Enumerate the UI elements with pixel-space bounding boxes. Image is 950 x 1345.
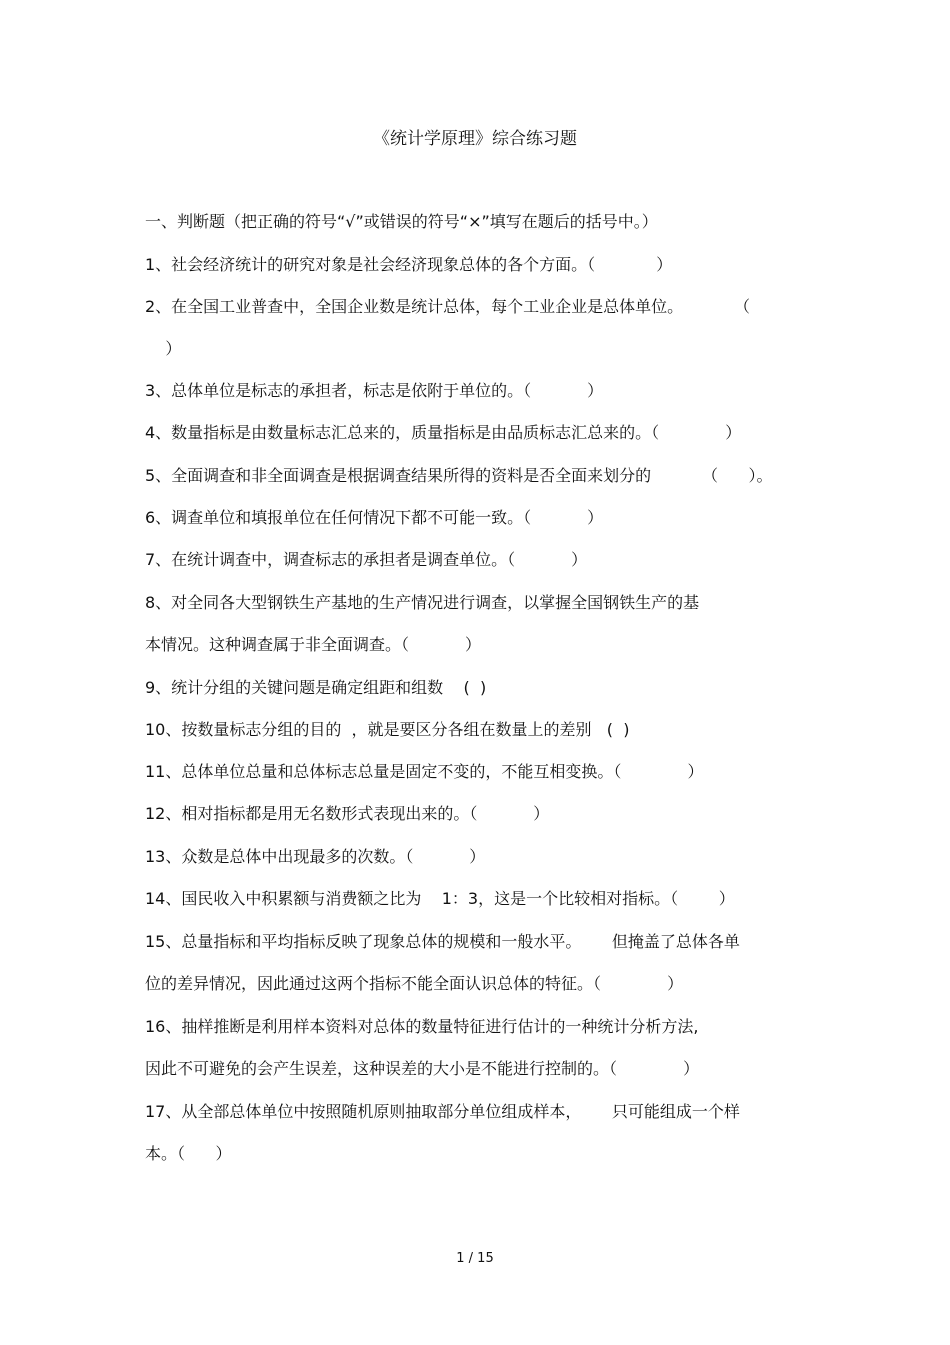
question-line: 本情况。这种调查属于非全面调查。（ ）	[145, 635, 481, 654]
question-line: 8、对全同各大型钢铁生产基地的生产情况进行调查，以掌握全国钢铁生产的基	[145, 593, 700, 612]
question-line: 9、统计分组的关键问题是确定组距和组数 ( )	[145, 678, 487, 697]
question-line: 10、按数量标志分组的目的 ，就是要区分各组在数量上的差别 ( )	[145, 720, 630, 739]
question-line: 位的差异情况，因此通过这两个指标不能全面认识总体的特征。（ ）	[145, 974, 684, 993]
question-line: ）	[145, 339, 182, 358]
question-line: 12、相对指标都是用无名数形式表现出来的。（ ）	[145, 804, 550, 823]
question-line: 因此不可避免的会产生误差，这种误差的大小是不能进行控制的。（ ）	[145, 1059, 700, 1078]
question-line: 16、抽样推断是利用样本资料对总体的数量特征进行估计的一种统计分析方法,	[145, 1017, 699, 1036]
question-line: 2、在全国工业普查中，全国企业数是统计总体，每个工业企业是总体单位。 （	[145, 297, 751, 316]
question-line: 本。（ ）	[145, 1144, 232, 1163]
question-line: 3、总体单位是标志的承担者，标志是依附于单位的。（ ）	[145, 381, 604, 400]
question-line: 13、众数是总体中出现最多的次数。（ ）	[145, 847, 486, 866]
question-line: 7、在统计调查中，调查标志的承担者是调查单位。（ ）	[145, 550, 588, 569]
question-line: 11、总体单位总量和总体标志总量是固定不变的，不能互相变换。（ ）	[145, 762, 704, 781]
question-line: 14、国民收入中积累额与消费额之比为 1：3，这是一个比较相对指标。（ ）	[145, 889, 735, 908]
question-line: 1、社会经济统计的研究对象是社会经济现象总体的各个方面。（ ）	[145, 255, 673, 274]
page-number: 1 / 15	[456, 1251, 494, 1266]
question-line: 4、数量指标是由数量标志汇总来的，质量指标是由品质标志汇总来的。（ ）	[145, 423, 742, 442]
question-line: 5、全面调查和非全面调查是根据调查结果所得的资料是否全面来划分的 （ ）。	[145, 466, 773, 485]
question-line: 17、从全部总体单位中按照随机原则抽取部分单位组成样本， 只可能组成一个样	[145, 1102, 740, 1121]
question-line: 15、总量指标和平均指标反映了现象总体的规模和一般水平。 但掩盖了总体各单	[145, 932, 740, 951]
section-heading: 一、判断题（把正确的符号“√”或错误的符号“×”填写在题后的括号中。）	[145, 212, 658, 231]
question-line: 6、调查单位和填报单位在任何情况下都不可能一致。（ ）	[145, 508, 604, 527]
document-title: 《统计学原理》综合练习题	[373, 129, 577, 149]
